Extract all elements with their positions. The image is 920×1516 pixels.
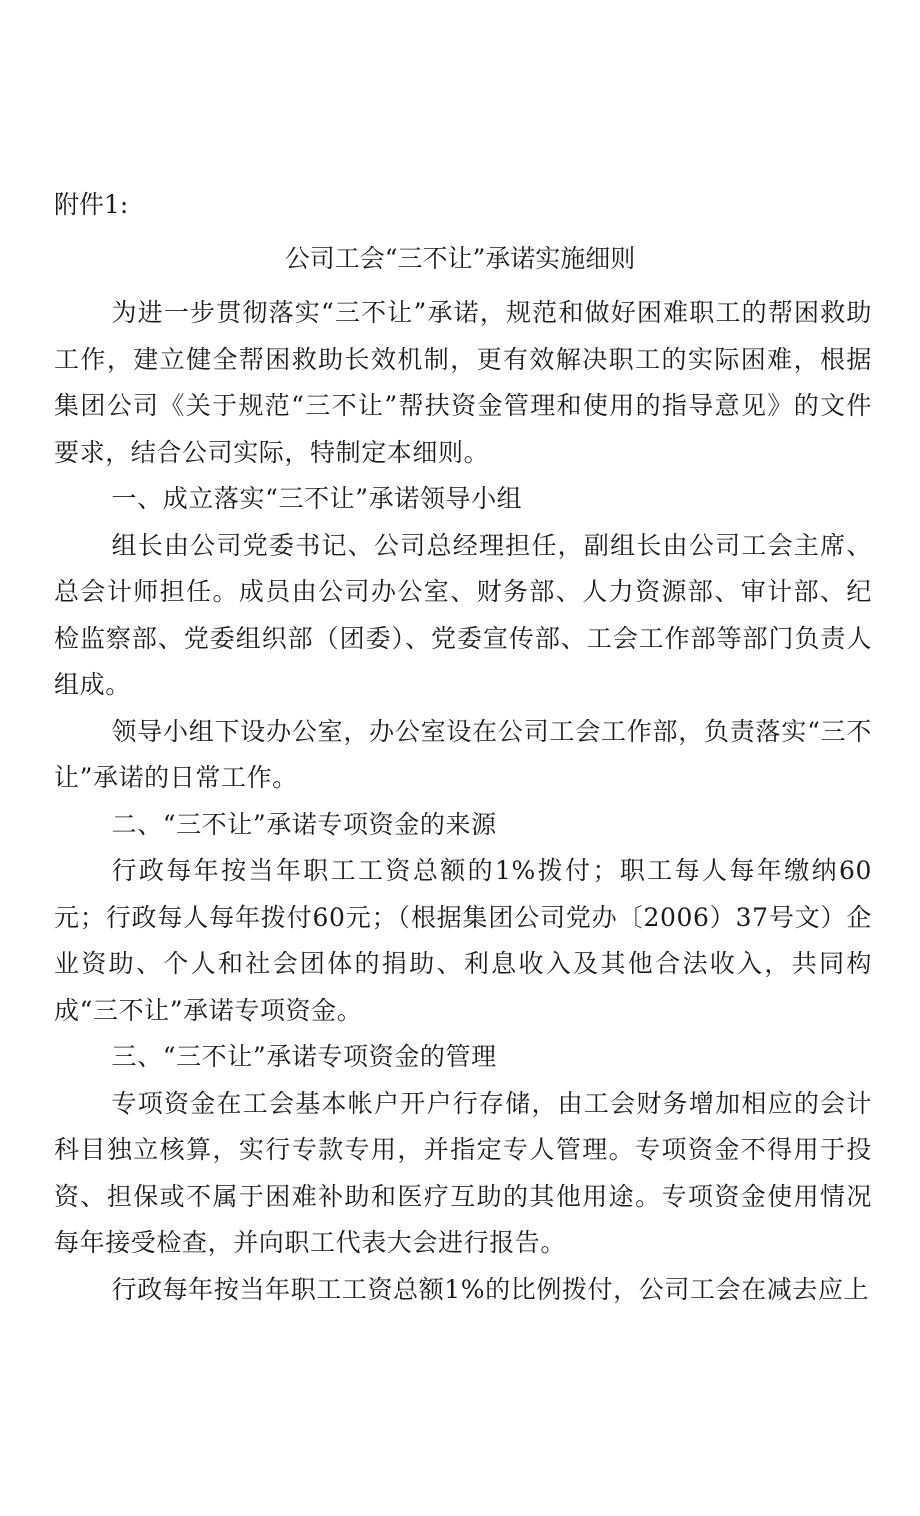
leadership-members-paragraph: 组长由公司党委书记、公司总经理担任，副组长由公司工会主席、总会计师担任。成员由公司办公室、财务部、人力资源部、审计部、纪检监察部、党委组织部（团委）、党委宣传部、工会工作部等部门负责人组成。 [54,530,872,699]
leadership-office-paragraph: 领导小组下设办公室，办公室设在公司工会工作部，负责落实“三不让”承诺的日常工作。 [54,716,872,792]
fund-source-paragraph: 行政每年按当年职工工资总额的1%拨付；职工每人每年缴纳60元；行政每人每年拨付60元；（根据集团公司党办〔2006）37号文）企业资助、个人和社会团体的捐助、利息收入及其他合法收入，共同构成“三不让”承诺专项资金。 [54,856,872,1025]
document-body [54,290,872,1313]
attachment-label: 附件1: [54,190,129,219]
fund-allocation-paragraph: 行政每年按当年职工工资总额1%的比例拨付，公司工会在减去应上 [111,1274,870,1304]
section-heading-2: 二、“三不让”承诺专项资金的来源 [111,809,497,839]
fund-management-paragraph: 专项资金在工会基本帐户开户行存储，由工会财务增加相应的会计科目独立核算，实行专款专用，并指定专人管理。专项资金不得用于投资、担保或不属于困难补助和医疗互助的其他用途。专项资金使用情况每年接受检查，并向职工代表大会进行报告。 [54,1088,872,1257]
document-title: 公司工会“三不让”承诺实施细则 [284,244,636,273]
section-heading-3: 三、“三不让”承诺专项资金的管理 [111,1042,497,1071]
section-heading-1: 一、成立落实“三不让”承诺领导小组 [111,484,523,513]
intro-paragraph: 为进一步贯彻落实“三不让”承诺，规范和做好困难职工的帮困救助工作，建立健全帮困救助长效机制，更有效解决职工的实际困难，根据集团公司《关于规范“三不让”帮扶资金管理和使用的指导意见》的文件要求，结合公司实际，特制定本细则。 [54,298,872,467]
